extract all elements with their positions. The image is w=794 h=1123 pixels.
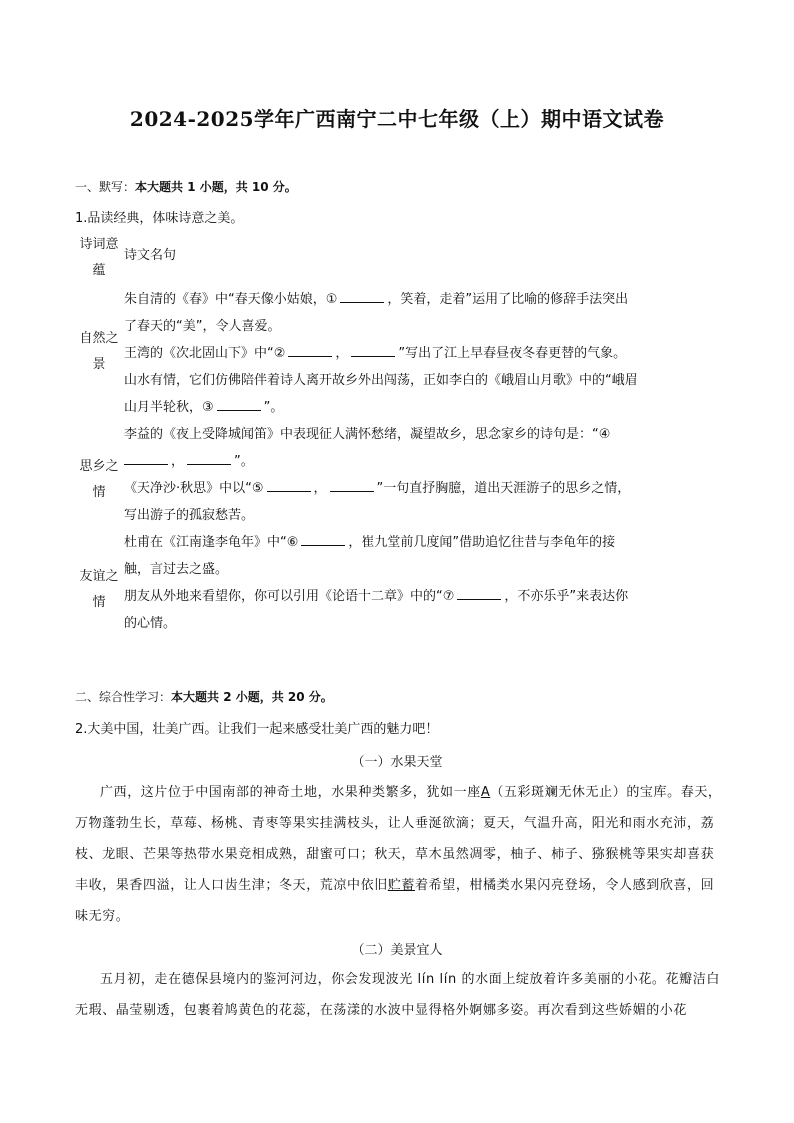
underlined-word: 贮蓄 — [387, 878, 416, 893]
category-friendship: 友谊之情 — [79, 569, 119, 610]
line-r3-2: 山月半轮秋，③ ”。 — [124, 400, 284, 415]
answer-blank-7[interactable] — [457, 587, 501, 600]
answer-blank-6[interactable] — [301, 533, 345, 546]
answer-blank-2a[interactable] — [288, 344, 332, 357]
section-1-heading — [75, 178, 297, 195]
line-r3-1: 山水有情，它们仿佛陪伴着诗人离开故乡外出闯荡，正如李白的《峨眉山月歌》中的“峨眉 — [124, 373, 638, 388]
line-r5-1: 《天净沙·秋思》中以“⑤ ， ”一句直抒胸臆，道出天涯游子的思乡之情， — [124, 481, 631, 496]
section-2-heading — [75, 688, 333, 705]
marker-a: A — [480, 785, 491, 800]
paragraph-fruit: 广西，这片位于中国南部的神奇土地，水果种类繁多，犹如一座A（五彩斑斓无休无止）的宝库。春天，万物蓬勃生长，草莓、杨桃、青枣等果实挂满枝头，让人垂涎欲滴；夏天，气温升高，阳光和雨水充沛，荔枝、龙眼、芒果等热带水果竞相成熟，甜蜜可口；秋天，草木虽然凋零，柚子、柿子、猕猴桃等果实却喜获丰收，果香四溢，让人口齿生津；冬天，荒凉中依旧贮蓄着希望，柑橘类水果闪亮登场，令人感到欣喜，回味无穷。 — [75, 785, 722, 924]
category-homesick: 思乡之情 — [79, 459, 119, 500]
answer-blank-4b[interactable] — [187, 452, 231, 465]
answer-blank-5b[interactable] — [330, 479, 374, 492]
section-1-heading-prefix: 一、默写： — [75, 180, 136, 194]
section-2-heading-prefix: 二、综合性学习： — [75, 690, 172, 704]
question-1-prompt: 1.品读经典，体味诗意之美。 — [75, 211, 244, 226]
answer-blank-4a[interactable] — [124, 452, 168, 465]
line-r5-2: 写出游子的孤寂愁苦。 — [124, 508, 255, 523]
table-header-category: 诗词意蕴 — [79, 237, 119, 278]
table-lines — [124, 286, 699, 637]
line-r4-2: ， ”。 — [124, 448, 699, 475]
line-r2: 王湾的《次北固山下》中“② ， ”写出了江上早春昼夜冬春更替的气象。 — [124, 346, 627, 361]
answer-blank-3[interactable] — [217, 398, 261, 411]
page-title: 2024-2025学年广西南宁二中七年级（上）期中语文试卷 — [129, 107, 665, 131]
question-2-prompt: 2.大美中国，壮美广西。让我们一起来感受壮美广西的魅力吧！ — [75, 722, 439, 737]
line-r1-1: 朱自清的《春》中“春天像小姑娘，① ，笑着，走着”运用了比喻的修辞手法突出 — [124, 292, 629, 307]
answer-blank-2b[interactable] — [351, 344, 395, 357]
subheading-fruit-paradise: （一）水果天堂 — [351, 755, 443, 770]
section-2-heading-detail: 本大题共 2 小题，共 20 分。 — [171, 690, 333, 704]
table-header-lines: 诗文名句 — [124, 248, 177, 263]
category-nature: 自然之景 — [79, 331, 119, 372]
line-r1-2: 了春天的“美”，令人喜爱。 — [124, 319, 281, 334]
line-r7-2: 的心情。 — [124, 616, 177, 631]
subheading-scenery: （二）美景宜人 — [351, 943, 443, 958]
paragraph-scenery: 五月初，走在德保县境内的鉴河河边，你会发现波光 lín lín 的水面上绽放着许多美丽的小花。花瓣洁白无瑕、晶莹剔透，包裹着鸠黄色的花蕊，在荡漾的水波中显得格外婀娜多姿。再次看到这些娇媚的小花 — [75, 972, 720, 1018]
line-r6-2: 触，言过去之盛。 — [124, 562, 229, 577]
line-r4-1: 李益的《夜上受降城闻笛》中表现征人满怀愁绪，凝望故乡，思念家乡的诗句是：“④ — [124, 427, 611, 442]
section-1-heading-detail: 本大题共 1 小题，共 10 分。 — [135, 180, 297, 194]
answer-blank-5a[interactable] — [267, 479, 311, 492]
answer-blank-1[interactable] — [340, 290, 384, 303]
line-r7-1: 朋友从外地来看望你，你可以引用《论语十二章》中的“⑦ ，不亦乐乎”来表达你 — [124, 589, 629, 604]
line-r6-1: 杜甫在《江南逢李龟年》中“⑥ ，崔九堂前几度闻”借助追忆往昔与李龟年的接 — [124, 535, 616, 550]
